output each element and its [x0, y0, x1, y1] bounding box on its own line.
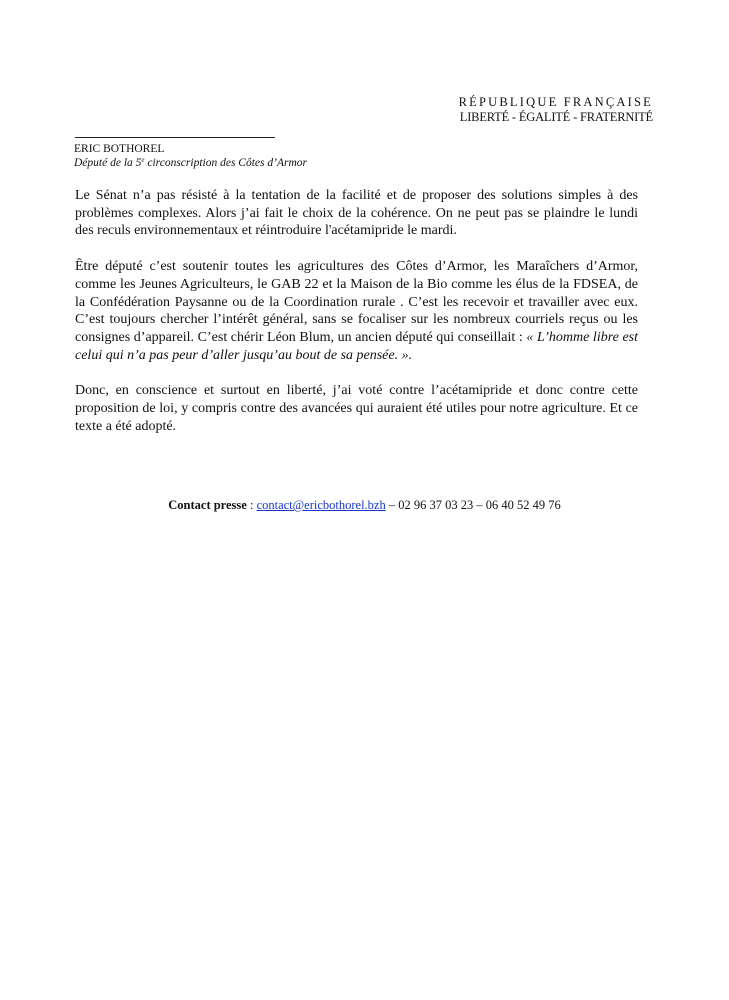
- contact-email-link[interactable]: contact@ericbothorel.bzh: [256, 498, 386, 512]
- letterhead-republique: [459, 95, 653, 125]
- author-title: [74, 156, 307, 170]
- leon-blum-quote: « L’homme libre est celui qui n’a pas peur d’aller jusqu’au bout de sa pensée. ».: [75, 329, 639, 363]
- author-title-prefix: Député de la 5: [74, 157, 142, 169]
- paragraph-2-text: Être député c’est soutenir toutes les agricultures des Côtes d’Armor, les Maraîchers d’Armor, comme les Jeunes Agriculteurs, le GAB 22 et la Maison de la Bio comme les élus de la FDSEA, de la Confédération Paysanne ou de la Coordination rurale . C’est les recevoir et travailler avec eux. C’est toujours chercher l’intérêt général, sans se focaliser sur les nombreux courriels reçus ou les consignes d’appareil. C’est chérir Léon Blum, un ancien député qui conseillait :: [75, 259, 638, 345]
- paragraph-2: [75, 258, 638, 364]
- contact-label: Contact presse: [168, 498, 247, 512]
- contact-separator: :: [246, 498, 257, 512]
- republique-francaise-text: RÉPUBLIQUE FRANÇAISE: [458, 95, 653, 109]
- author-block: [74, 142, 307, 170]
- press-contact: [0, 497, 729, 513]
- author-title-superscript: e: [141, 156, 145, 164]
- paragraph-1: Le Sénat n’a pas résisté à la tentation de la facilité et de proposer des solutions simples à des problèmes complexes. Alors j’ai fait le choix de la cohérence. On ne peut pas se plaindre le lundi des reculs environnementaux et réintroduire l'acétamipride le mardi.: [75, 188, 638, 239]
- contact-phones: – 02 96 37 03 23 – 06 40 52 49 76: [385, 498, 561, 512]
- body-text: [75, 187, 638, 453]
- author-separator-line: [75, 137, 275, 138]
- author-title-suffix: circonscription des Côtes d’Armor: [144, 157, 307, 169]
- devise-text: LIBERTÉ - ÉGALITÉ - FRATERNITÉ: [459, 110, 653, 124]
- author-name: ERIC BOTHOREL: [74, 143, 165, 155]
- paragraph-3: Donc, en conscience et surtout en liberté, j’ai voté contre l’acétamipride et donc contre cette proposition de loi, y compris contre des avancées qui auraient été utiles pour notre agriculture. Et ce texte a été adopté.: [75, 383, 638, 434]
